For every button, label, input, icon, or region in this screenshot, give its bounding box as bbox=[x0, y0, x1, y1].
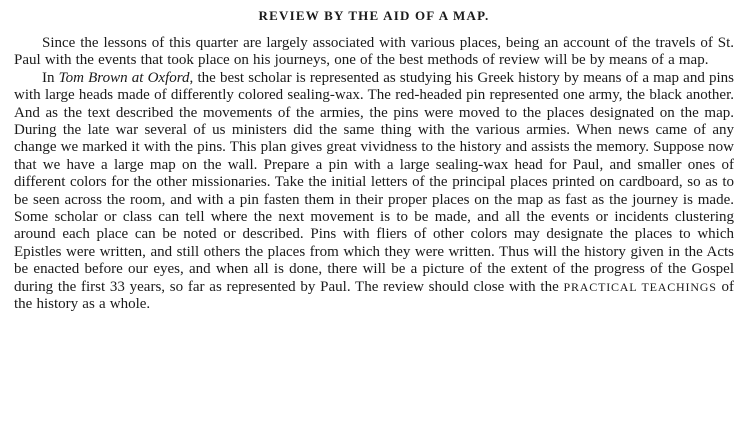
paragraph-tail-text: of the history as a whole. bbox=[14, 278, 734, 313]
paragraph-intro-text: Since the lessons of this quarter are largely associated with various places, being an account of the travels of St. Paul with the events that took place on his journeys, one of the best methods of review will be by means of a map. bbox=[14, 35, 734, 69]
paragraph-body bbox=[14, 70, 734, 314]
section-heading: REVIEW BY THE AID OF A MAP. bbox=[258, 8, 490, 23]
book-title: Tom Brown at Oxford bbox=[58, 69, 190, 86]
paragraph-middle-text: , the best scholar is represented as studying his Greek history by means of a map and pins with large heads made of differently colored sealing-wax. The red-headed pin represented one army, the black another. And as the text described the movements of the armies, the pins were moved to the places designated on the map. During the late war several of us ministers did the same thing with the various armies. When news came of any change we marked it with the pins. This plan gives great vividness to the history and assists the memory. Suppose now that we have a large map on the wall. Prepare a pin with a large sealing-wax head for Paul, and smaller ones of different colors for the other missionaries. Take the initial letters of the principal places printed on cardboard, so as to be seen across the room, and with a pin fasten them in their proper places on the map as fast as the journey is made. Some scholar or class can tell where the next movement is to be made, and all the events or incidents clustering around each place can be noted or described. Pins with fliers of other colors may designate the places to which Epistles were written, and still others the places from which they were written. Thus will the history given in the Acts be enacted before our eyes, and when all is done, there will be a picture of the extent of the progress of the Gospel during the first 33 years, so far as represented by Paul. The review should close with the bbox=[14, 69, 734, 295]
paragraph-lead-text: In bbox=[42, 69, 59, 86]
small-caps-phrase: PRACTICAL TEACHINGS bbox=[563, 279, 717, 294]
document-page bbox=[14, 8, 734, 314]
paragraph-intro bbox=[14, 35, 734, 70]
